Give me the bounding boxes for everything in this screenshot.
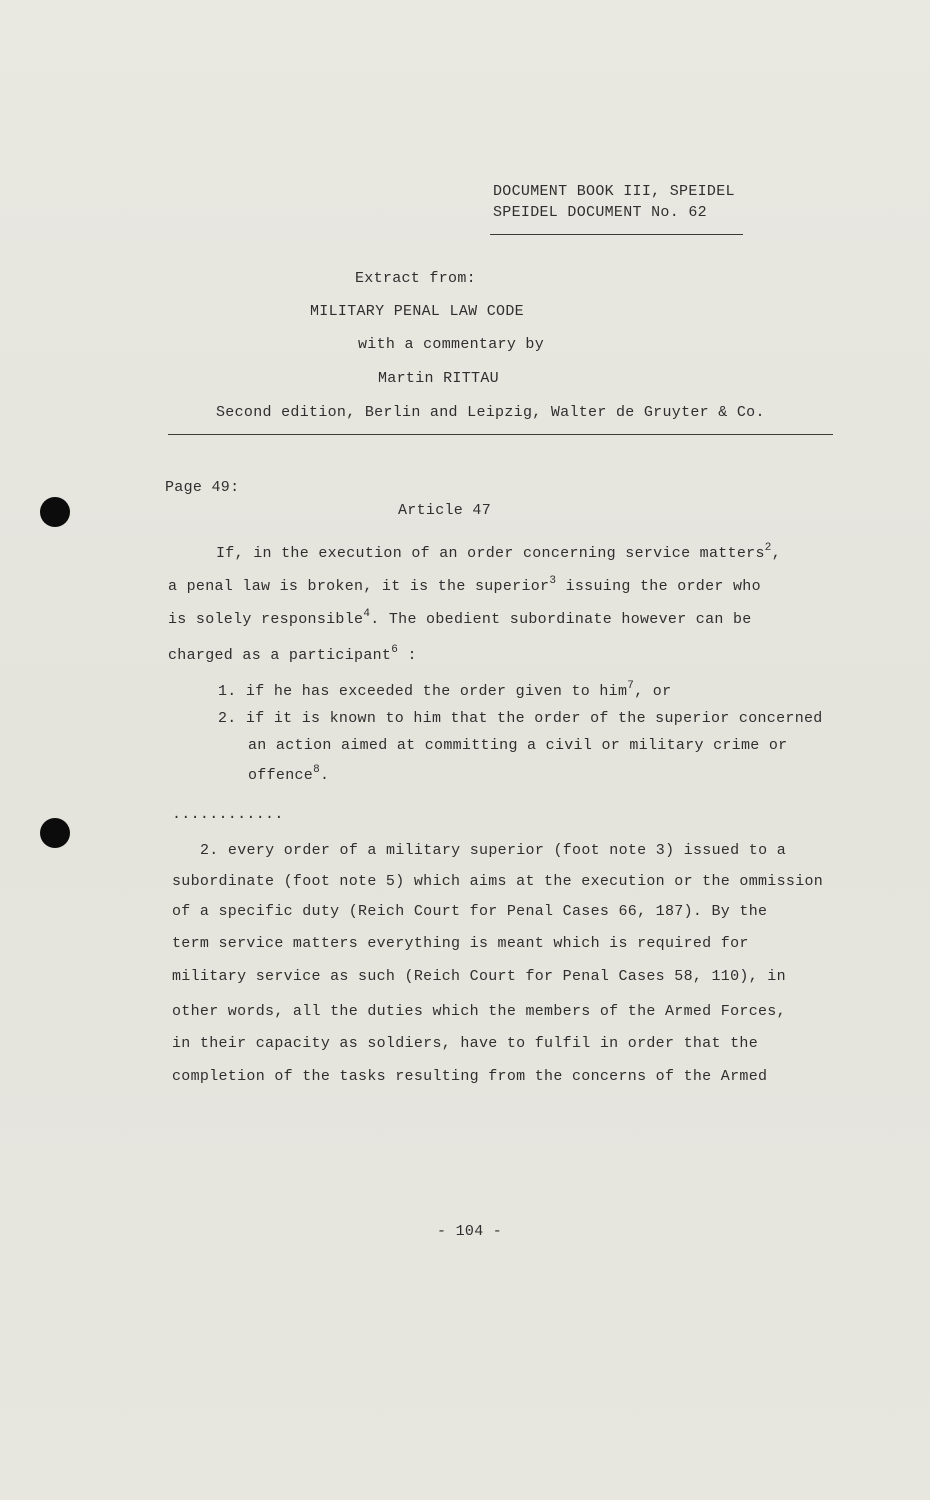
footnote-line-7: in their capacity as soldiers, have to fulfil in order that the	[172, 1035, 758, 1052]
list-item-2-line-3: offence$^8$.	[248, 764, 330, 784]
footnote-line-1: 2. every order of a military superior (foot note 3) issued to a	[200, 842, 786, 859]
list-item-2-line-2: an action aimed at committing a civil or military crime or	[248, 737, 788, 754]
article-heading: Article 47	[398, 502, 492, 519]
footnote-line-5: military service as such (Reich Court for Penal Cases 58, 110), in	[172, 968, 786, 985]
title-separator	[168, 434, 833, 435]
header-line-2: SPEIDEL DOCUMENT No. 62	[493, 204, 707, 221]
paragraph-line-3: is solely responsible$^4$. The obedient subordinate however can be	[168, 608, 752, 628]
header-line-1: DOCUMENT BOOK III, SPEIDEL	[493, 183, 735, 200]
footnote-line-8: completion of the tasks resulting from the concerns of the Armed	[172, 1068, 768, 1085]
ellipsis-separator: ............	[172, 806, 284, 823]
page-reference: Page 49:	[165, 479, 240, 496]
list-item-2-line-1: 2. if it is known to him that the order of the superior concerned	[218, 710, 823, 727]
punch-hole-top	[40, 497, 70, 527]
punch-hole-bottom	[40, 818, 70, 848]
code-title: MILITARY PENAL LAW CODE	[310, 303, 524, 320]
footnote-line-6: other words, all the duties which the members of the Armed Forces,	[172, 1003, 786, 1020]
author-name: Martin RITTAU	[378, 370, 499, 387]
paragraph-line-1: If, in the execution of an order concerning service matters$^2$,	[216, 542, 782, 562]
edition-line: Second edition, Berlin and Leipzig, Walter de Gruyter & Co.	[216, 404, 765, 421]
footnote-line-2: subordinate (foot note 5) which aims at the execution or the ommission	[172, 873, 824, 890]
list-item-1: 1. if he has exceeded the order given to him$^7$, or	[218, 680, 672, 700]
paragraph-line-2: a penal law is broken, it is the superior$^3$ issuing the order who	[168, 575, 761, 595]
commentary-line: with a commentary by	[358, 336, 545, 353]
header-underline	[490, 234, 743, 235]
page-number: - 104 -	[437, 1223, 503, 1240]
footnote-line-3: of a specific duty (Reich Court for Penal Cases 66, 187). By the	[172, 903, 768, 920]
extract-from: Extract from:	[355, 270, 476, 287]
paragraph-line-4: charged as a participant$^6$ :	[168, 644, 417, 664]
footnote-line-4: term service matters everything is meant which is required for	[172, 935, 749, 952]
